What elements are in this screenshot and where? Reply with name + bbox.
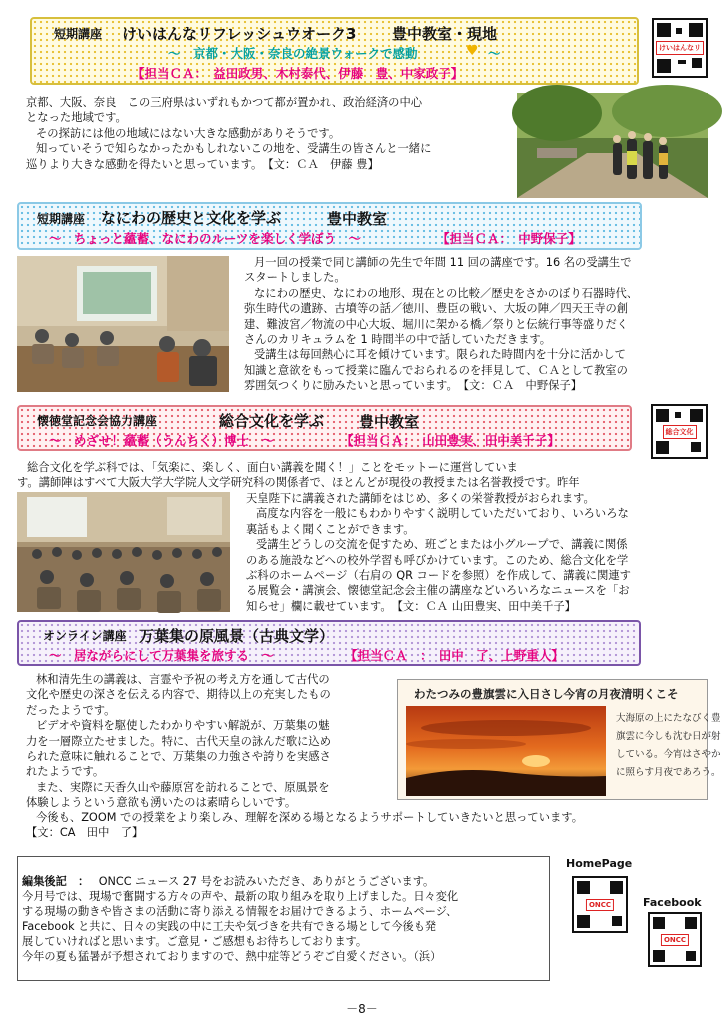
poem-line: 旗雲に今しも沈む日が射: [616, 731, 721, 742]
section3-title: 総合文化を学ぶ: [219, 412, 325, 430]
editor-note: [22, 874, 458, 964]
section4-line: また、実際に天香久山や藤原宮を訪れることで、原風景を: [36, 780, 330, 794]
section4-line: れたようです。: [26, 765, 105, 779]
section1-line: 巡りより大きな感動を得たいと思っています。 【文：ＣＡ 伊藤 豊】: [26, 157, 379, 171]
section1-title: けいはんなリフレッシュウオーク3: [122, 25, 357, 43]
section1-course-type: 短期講座: [54, 27, 103, 41]
section1-subtitle-tail: ～: [488, 46, 501, 61]
facebook-label: Facebook: [643, 896, 702, 909]
poem-title: わたつみの豊旗雲に入日さし今宵の月夜清明くこそ: [414, 687, 679, 701]
section4-body: [26, 672, 331, 811]
section3-banner: [17, 405, 632, 451]
section4-line: られた意味に触れることで、万葉集の力強さや誇りを実感さ: [26, 750, 331, 764]
naniwa-lecture-photo: [17, 256, 229, 392]
keihanna-qr-label: けいはんなリ: [656, 41, 704, 55]
section2-line: スタートしました。: [244, 271, 346, 285]
facebook-qr-code[interactable]: [648, 912, 702, 967]
section3-line: ぶ科のホームページ（右肩の QR コードを参照）を作成して、講義に関連す: [246, 569, 631, 583]
section1-subtitle: ～ 京都・大阪・奈良の絶景ウォークで感動: [168, 46, 418, 61]
homepage-label: HomePage: [566, 857, 633, 870]
section3-subtitle: ～ めざせ！蘊蓄（うんちく）博士 ～: [49, 433, 275, 448]
section3-line: す。講師陣はすべて大阪大学大学院人文学研究科の関係者で、ほとんどが現役の教授または名誉教授です。昨年: [17, 476, 580, 490]
section2-line: 弥生時代の遺跡、古墳等の話／徳川、豊臣の戦い、大坂の陣／四天王寺の創: [244, 302, 629, 316]
section4-line: 林和清先生の講義は、言霊や予祝の考え方を通して古代の: [36, 673, 330, 686]
section4-staff: 【担当ＣＡ ： 田中 了、上野重人】: [345, 648, 564, 663]
section1-body: [26, 95, 431, 172]
editor-note-line: 今月号では、現場で奮闘する方々の声や、最新の取り組みを取り上げました。日々変化: [22, 890, 459, 903]
section4-banner: [17, 620, 641, 666]
section3-line: 知らせ」欄に載せています。 【文：ＣＡ 山田豊実、田中美千子】: [246, 599, 576, 613]
section1-line: その探訪には他の地域にはない大きな感動がありそうです。: [36, 126, 341, 140]
section2-line: 知識と意欲をもって授業に臨んでおられるのを拝見して、ＣＡとして教室の: [244, 363, 628, 377]
manyoshu-poem-image: [397, 679, 721, 800]
section1-line: となった地域です。: [26, 111, 127, 125]
section4-line: 体験しようという意欲も湧いたのは素晴らしいです。: [26, 796, 297, 810]
section2-subtitle: ～ ちょっと蘊蓄、なにわのルーツを楽しく学ぼう ～: [49, 231, 362, 246]
editor-note-heading: 編集後記 ：: [22, 875, 90, 888]
editor-note-line: ONCC ニュース 27 号をお読みいただき、ありがとうございます。: [98, 875, 435, 888]
section3-course-type: 懐徳堂記念会協力講座: [37, 414, 158, 428]
section1-line: 京都、大阪、奈良 この三府県はいずれもかつて都が置かれ、政治経済の中心: [26, 96, 423, 109]
facebook-qr-text: ONCC: [661, 934, 689, 946]
section1-location: 豊中教室・現地: [392, 25, 498, 43]
section3-line: る展覧会・講演会、懐徳堂記念会主催の講座などいろいろなニュースを「お: [246, 584, 630, 598]
section2-title: なにわの歴史と文化を学ぶ: [101, 209, 282, 227]
homepage-qr-text: ONCC: [586, 899, 614, 911]
section3-line: 受講生どうしの交流を促すため、班ごとまたは小グループで、講義に関係: [256, 538, 628, 552]
sogo-bunka-lecture-photo: [17, 492, 230, 612]
section3-line: 高度な内容を一般にもわかりやすく説明していただいており、いろいろな: [256, 507, 629, 521]
section4-course-type: オンライン講座: [43, 629, 127, 643]
editor-note-line: する現場の動きや皆さまの活動に寄り添える情報をお届けできるよう、ホームページ、: [22, 905, 458, 918]
section2-staff: 【担当ＣＡ： 中野保子】: [437, 231, 581, 246]
section3-staff: 【担当ＣＡ： 山田豊実、田中美千子】: [341, 433, 560, 448]
section2-line: さんのカリキュラムを 1 時間半の中で話していただきます。: [244, 333, 552, 347]
section3-line: 総合文化を学ぶ科では、「気楽に、楽しく、面白い講義を聞く！」ことをモットーに運営していま: [27, 461, 518, 474]
section2-location: 豊中教室: [327, 210, 388, 228]
section3-location: 豊中教室: [359, 413, 420, 431]
poem-line: に照らす月夜であろう。: [616, 767, 721, 778]
section3-line: 裏話もよく聞くことができます。: [246, 522, 415, 536]
poem-line: している。今宵はさやか: [616, 749, 721, 760]
section4-line: 【文：CA 田中 了】: [26, 826, 144, 840]
section2-line: 建、難波宮／物流の中心大坂、堀川に架かる橋／祭りと伝統行事等盛りだく: [244, 317, 629, 331]
section2-course-type: 短期講座: [37, 212, 86, 226]
homepage-qr-code[interactable]: [572, 876, 628, 933]
section3-line: 天皇陛下に講義された講師をはじめ、多くの栄誉教授がおられます。: [246, 492, 595, 505]
section3-body-full: [17, 460, 580, 491]
section2-line: なにわの歴史、なにわの地形、現在との比較／歴史をさかのぼり石器時代、: [254, 286, 639, 300]
editor-note-line: 展していければと思います。ご意見・ご感想もお待ちしております。: [22, 935, 368, 948]
editor-note-line: 今年の夏も猛暑が予想されておりますので、熱中症等どうぞご自愛ください。（浜）: [22, 950, 442, 963]
heart-icon: ♥: [466, 43, 479, 59]
section3-body: [246, 491, 631, 614]
section2-line: 受講生は毎回熱心に耳を傾けています。限られた時間内を十分に活かして: [254, 348, 626, 362]
section3-line: のある施設などへの校外学習も呼びかけています。このため、総合文化を学: [246, 553, 629, 567]
section4-line: 今後も、ZOOM での授業をより楽しみ、理解を深める場となるようサポートしていきたいと思っています。: [36, 811, 583, 824]
sogo-bunka-qr-code[interactable]: [651, 404, 708, 459]
section1-line: 知っていそうで知らなかったかもしれないこの地を、受講生の皆さんと一緒に: [36, 142, 432, 156]
poem-line: 大海原の上にたなびく豊: [616, 713, 721, 724]
section2-line: 雰囲気つくりに励みたいと思っています。 【文：ＣＡ 中野保子】: [244, 379, 583, 393]
section2-body: [244, 255, 638, 394]
section4-line: だったようです。: [26, 703, 116, 717]
section2-banner: [17, 202, 642, 250]
section2-line: 月一回の授業で同じ講師の先生で年間 11 回の講座です。16 名の受講生で: [254, 256, 632, 269]
sogo-bunka-qr-label: 総合文化: [663, 425, 697, 439]
section1-staff: 【担当ＣＡ： 益田政男、木村泰代、伊藤 豊、中家政子】: [132, 66, 464, 81]
section1-banner: [30, 17, 639, 85]
section4-body-full: [26, 810, 583, 841]
keihanna-qr-code[interactable]: [652, 18, 708, 78]
section4-line: ビデオや資料を駆使したわかりやすい解説が、万葉集の魅: [36, 719, 330, 733]
editor-note-line: Facebook と共に、日々の実践の中に工夫や気づきを共有できる場として今後も発: [22, 920, 437, 933]
section4-line: 力を一層際立たせました。特に、古代天皇の詠んだ歌に込め: [26, 734, 332, 748]
forest-walk-photo: [517, 93, 708, 198]
section4-subtitle: ～ 居ながらにして万葉集を旅する ～: [49, 648, 275, 663]
page-number: －8－: [346, 1002, 378, 1016]
section4-title: 万葉集の原風景（古典文学）: [139, 627, 335, 645]
section4-line: 文化や歴史の深さを伝える内容で、期待以上の充実したもの: [26, 688, 331, 702]
